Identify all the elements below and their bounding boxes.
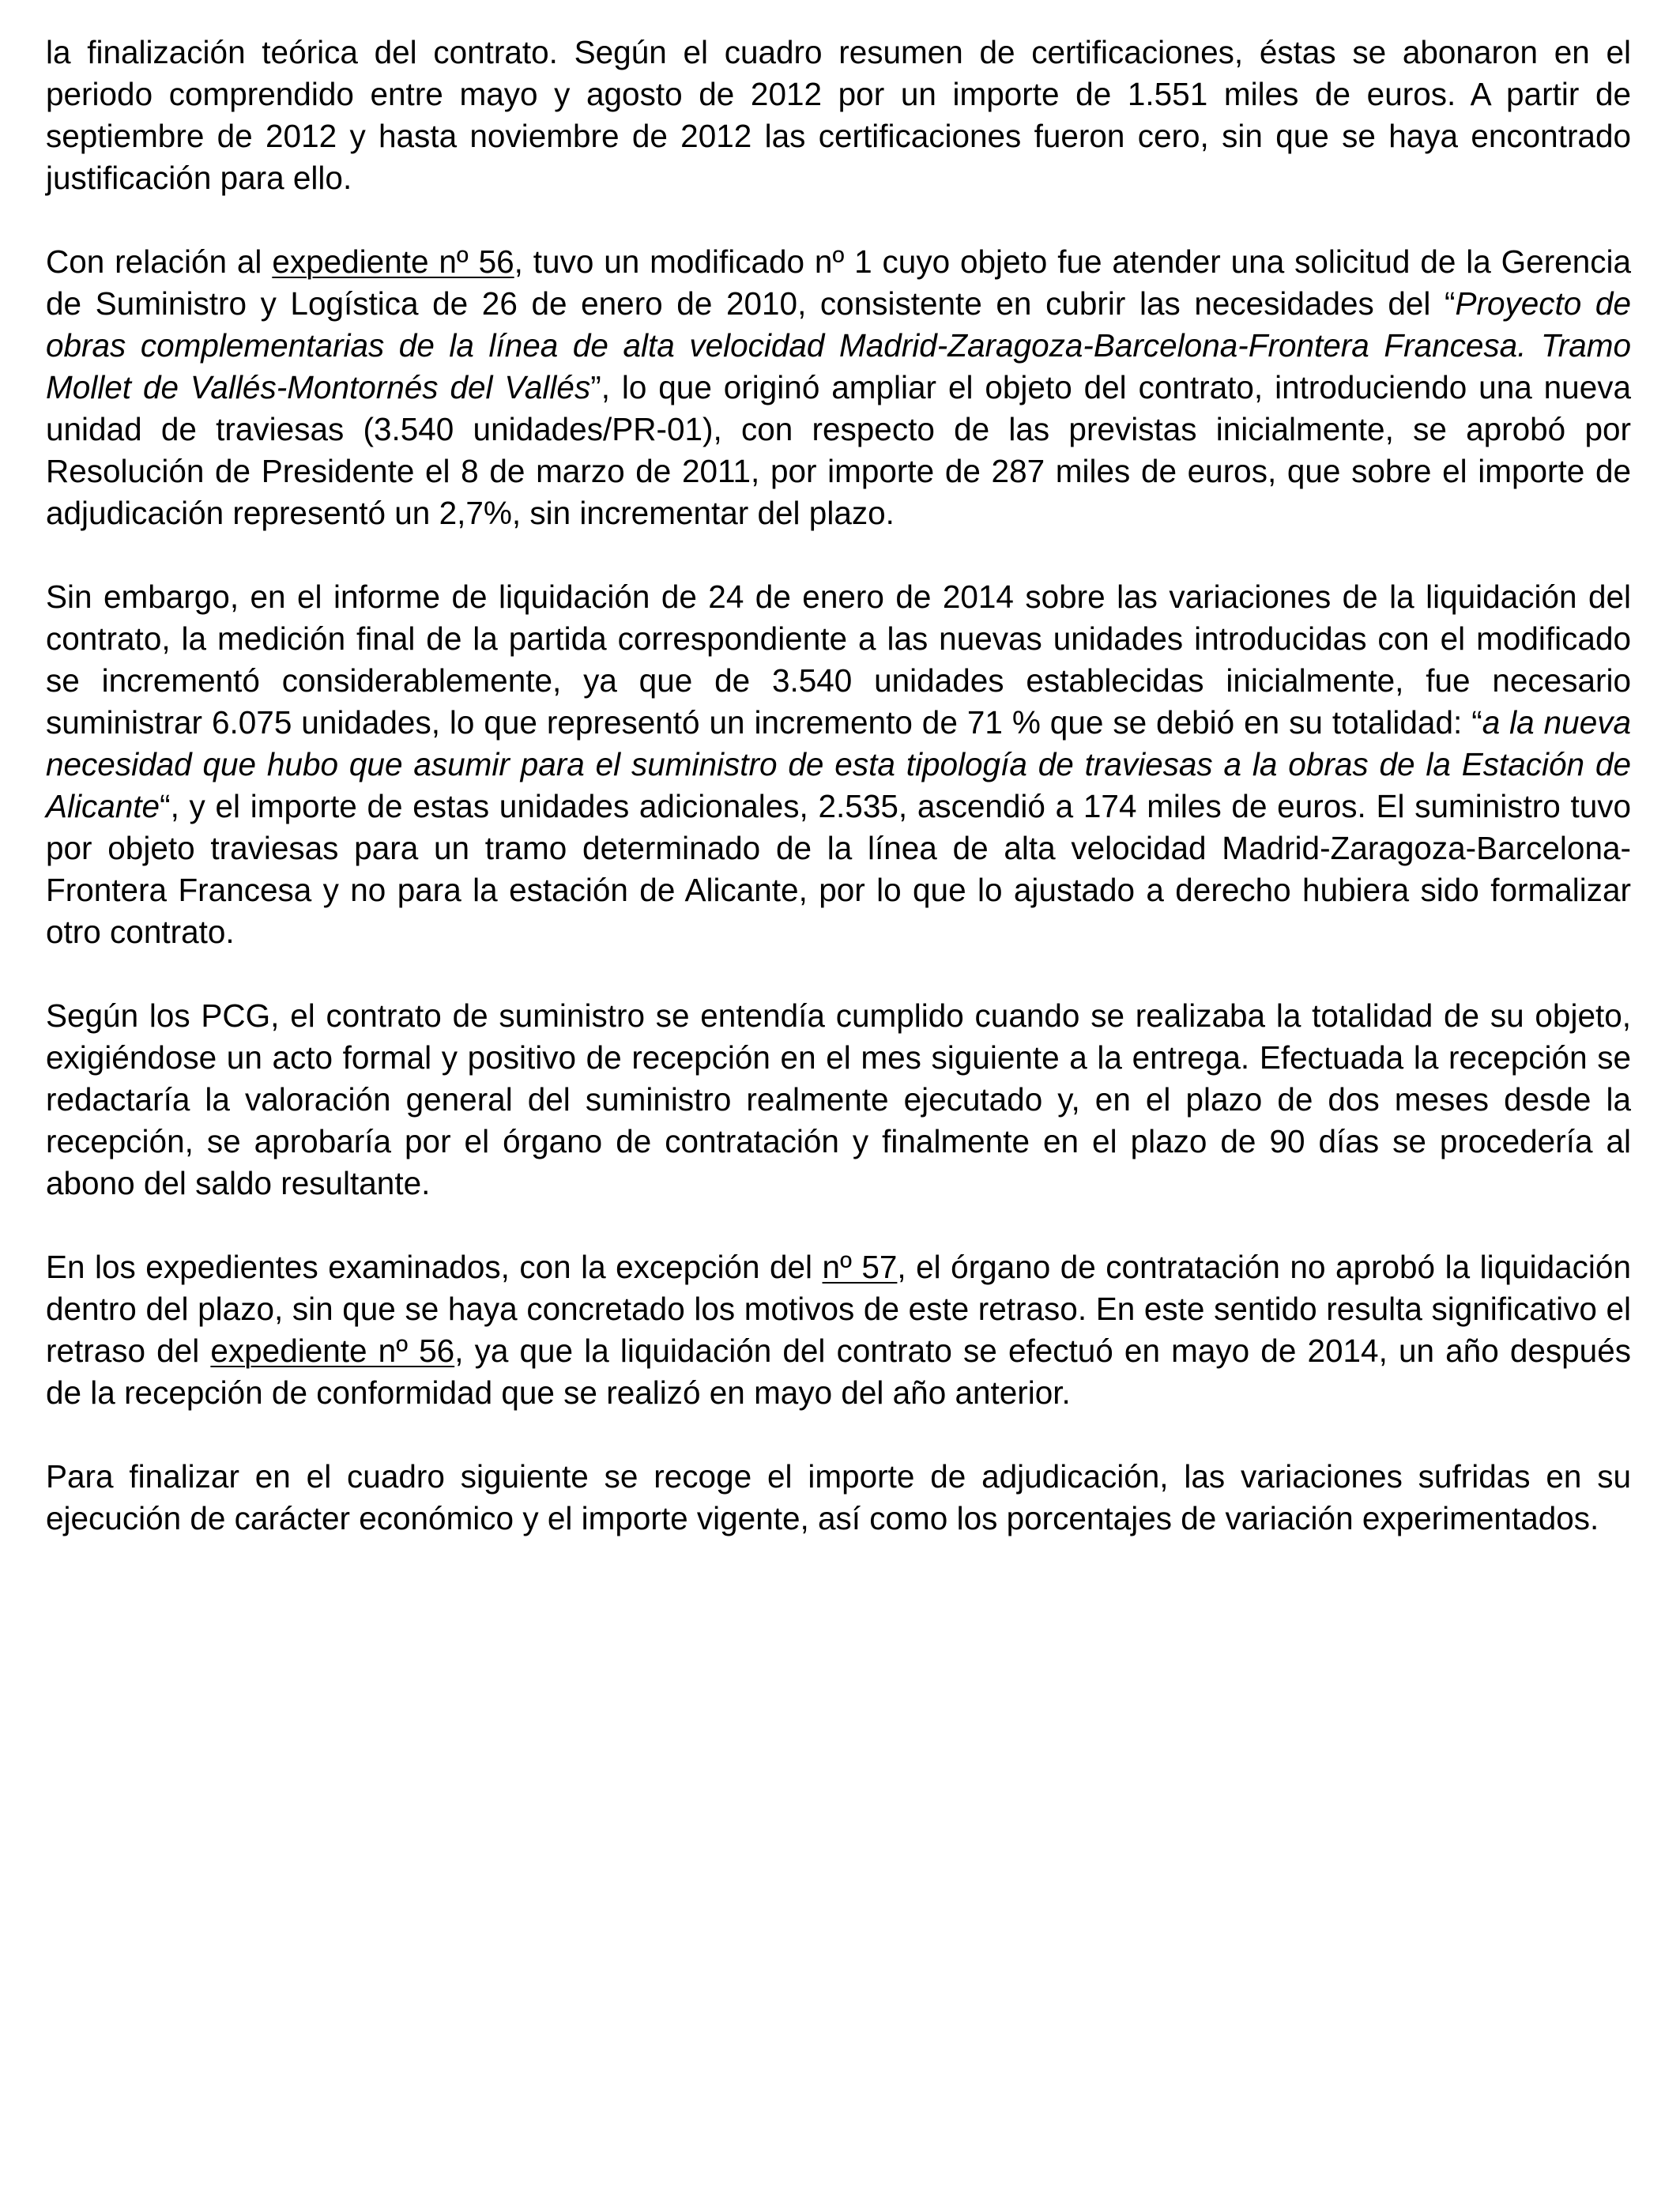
paragraph-3 xyxy=(46,576,1631,953)
expediente-56-reference: expediente nº 56 xyxy=(272,243,514,280)
report-quote: a la nueva necesidad que hubo que asumir para el suministro de esta tipología de traviesas a la obras de la Estación de Alicante xyxy=(46,704,1631,824)
paragraph-5-text: , ya que la liquidación del contrato se efectuó en mayo de 2014, un año después de la recepción de conformidad que se realizó en mayo del año anterior. xyxy=(46,1333,1631,1411)
paragraph-5-text: En los expedientes examinados, con la excepción del xyxy=(46,1249,823,1285)
paragraph-2 xyxy=(46,241,1631,534)
paragraph-3-text: “, y el importe de estas unidades adicionales, 2.535, ascendió a 174 miles de euros. El suministro tuvo por objeto traviesas para un tramo determinado de la línea de alta velocidad Madrid-Zaragoza-Barcelona-Frontera Francesa y no para la estación de Alicante, por lo que lo ajustado a derecho hubiera sido formalizar otro contrato. xyxy=(46,788,1631,950)
paragraph-5 xyxy=(46,1246,1631,1414)
paragraph-6 xyxy=(46,1456,1631,1540)
paragraph-4 xyxy=(46,995,1631,1204)
paragraph-1-text: la finalización teórica del contrato. Según el cuadro resumen de certificaciones, éstas se abonaron en el periodo comprendido entre mayo y agosto de 2012 por un importe de 1.551 miles de euros. A partir de septiembre de 2012 y hasta noviembre de 2012 las certificaciones fueron cero, sin que se haya encontrado justificación para ello. xyxy=(46,34,1631,196)
paragraph-2-text: Con relación al xyxy=(46,243,273,280)
paragraph-4-text: Según los PCG, el contrato de suministro se entendía cumplido cuando se realizaba la totalidad de su objeto, exigiéndose un acto formal y positivo de recepción en el mes siguiente a la entrega. Efectuada la recepción se redactaría la valoración general del suministro realmente ejecutado y, en el plazo de dos meses desde la recepción, se aprobaría por el órgano de contratación y finalmente en el plazo de 90 días se procedería al abono del saldo resultante. xyxy=(46,997,1631,1201)
paragraph-6-text: Para finalizar en el cuadro siguiente se recoge el importe de adjudicación, las variaciones sufridas en su ejecución de carácter económico y el importe vigente, así como los porcentajes de variación experimentados. xyxy=(46,1458,1631,1536)
expediente-56-reference: expediente nº 56 xyxy=(210,1333,455,1369)
project-title-quote: Proyecto de obras complementarias de la línea de alta velocidad Madrid-Zaragoza-Barcelona-Frontera Francesa. Tramo Mollet de Vallés-Montornés del Vallés xyxy=(46,285,1631,405)
numero-57-reference: nº 57 xyxy=(822,1249,898,1285)
paragraph-2-text: ”, lo que originó ampliar el objeto del contrato, introduciendo una nueva unidad de traviesas (3.540 unidades/PR-01), con respecto de las previstas inicialmente, se aprobó por Resolución de Presidente el 8 de marzo de 2011, por importe de 287 miles de euros, que sobre el importe de adjudicación representó un 2,7%, sin incrementar del plazo. xyxy=(46,369,1631,531)
document-page xyxy=(46,32,1631,1581)
paragraph-5-text: , el órgano de contratación no aprobó la liquidación dentro del plazo, sin que se haya concretado los motivos de este retraso. En este sentido resulta significativo el retraso del xyxy=(46,1249,1631,1369)
paragraph-1 xyxy=(46,32,1631,199)
paragraph-2-text: , tuvo un modificado nº 1 cuyo objeto fue atender una solicitud de la Gerencia de Suministro y Logística de 26 de enero de 2010, consistente en cubrir las necesidades del “ xyxy=(46,243,1632,322)
paragraph-3-text: Sin embargo, en el informe de liquidación de 24 de enero de 2014 sobre las variaciones de la liquidación del contrato, la medición final de la partida correspondiente a las nuevas unidades introducidas con el modificado se incrementó considerablemente, ya que de 3.540 unidades establecidas inicialmente, fue necesario suministrar 6.075 unidades, lo que representó un incremento de 71 % que se debió en su totalidad: “ xyxy=(46,579,1631,741)
